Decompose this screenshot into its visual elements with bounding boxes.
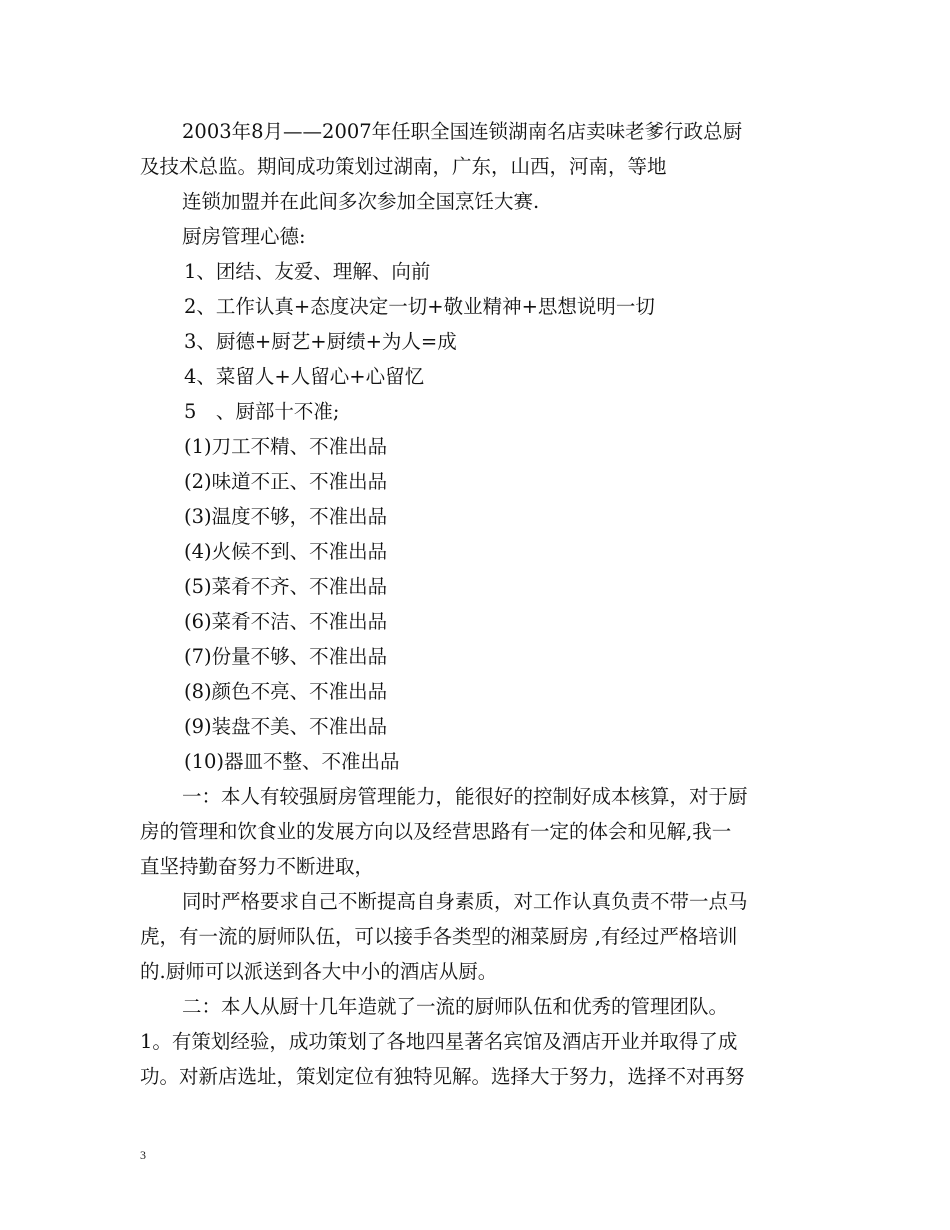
section-1b-line-2: 虎，有一流的厨师队伍，可以接手各类型的湘菜厨房 ,有经过严格培训	[140, 925, 738, 948]
section-1b-paragraph	[140, 884, 830, 989]
rule-item-8: (8)颜色不亮、不准出品	[184, 680, 388, 703]
rule-item-7: (7)份量不够、不准出品	[184, 645, 388, 668]
rule-item-9: (9)装盘不美、不准出品	[184, 715, 388, 738]
principle-item-2: 2、工作认真+态度决定一切+敬业精神+思想说明一切	[184, 295, 655, 318]
principle-item-4: 4、菜留人+人留心+心留忆	[184, 365, 425, 388]
rule-item-6: (6)菜肴不洁、不准出品	[184, 610, 388, 633]
rule-item-10: (10)器皿不整、不准出品	[184, 750, 400, 773]
section-2-paragraph	[140, 989, 830, 1094]
section-2-line-1: 二：本人从厨十几年造就了一流的厨师队伍和优秀的管理团队。	[182, 995, 729, 1018]
intro-line-3: 连锁加盟并在此间多次参加全国烹饪大赛.	[182, 190, 540, 213]
section-1b-line-3: 的.厨师可以派送到各大中小的酒店从厨。	[140, 960, 498, 983]
intro-line-2: 及技术总监。期间成功策划过湖南，广东，山西，河南，等地	[140, 155, 667, 178]
rule-item-3: (3)温度不够，不准出品	[184, 505, 388, 528]
rule-item-4: (4)火候不到、不准出品	[184, 540, 388, 563]
section-1-line-1: 一：本人有较强厨房管理能力，能很好的控制好成本核算，对于厨	[182, 785, 748, 808]
principle-item-3: 3、厨德+厨艺+厨绩+为人=成	[184, 330, 457, 353]
rule-item-1: (1)刀工不精、不准出品	[184, 435, 388, 458]
section-2-line-2: 1。有策划经验，成功策划了各地四星著名宾馆及酒店开业并取得了成	[140, 1030, 738, 1053]
section-1-line-3: 直坚持勤奋努力不断进取，	[140, 855, 375, 878]
principle-item-1: 1、团结、友爱、理解、向前	[184, 260, 431, 283]
section-1b-line-1: 同时严格要求自己不断提高自身素质，对工作认真负责不带一点马	[182, 890, 748, 913]
rule-item-2: (2)味道不正、不准出品	[184, 470, 388, 493]
rule-item-5: (5)菜肴不齐、不准出品	[184, 575, 388, 598]
management-heading: 厨房管理心德:	[182, 225, 306, 248]
page-number: 3	[140, 1148, 146, 1162]
principle-item-5: 5 、厨部十不准;	[184, 400, 340, 423]
document-body	[140, 114, 830, 1094]
section-2-line-3: 功。对新店选址，策划定位有独特见解。选择大于努力，选择不对再努	[140, 1065, 745, 1088]
section-1-line-2: 房的管理和饮食业的发展方向以及经营思路有一定的体会和见解,我一	[140, 820, 732, 843]
intro-paragraph	[140, 114, 830, 184]
intro-line-1: 2003年8月——2007年任职全国连锁湖南名店卖味老爹行政总厨	[182, 120, 743, 143]
section-1-paragraph	[140, 779, 830, 884]
